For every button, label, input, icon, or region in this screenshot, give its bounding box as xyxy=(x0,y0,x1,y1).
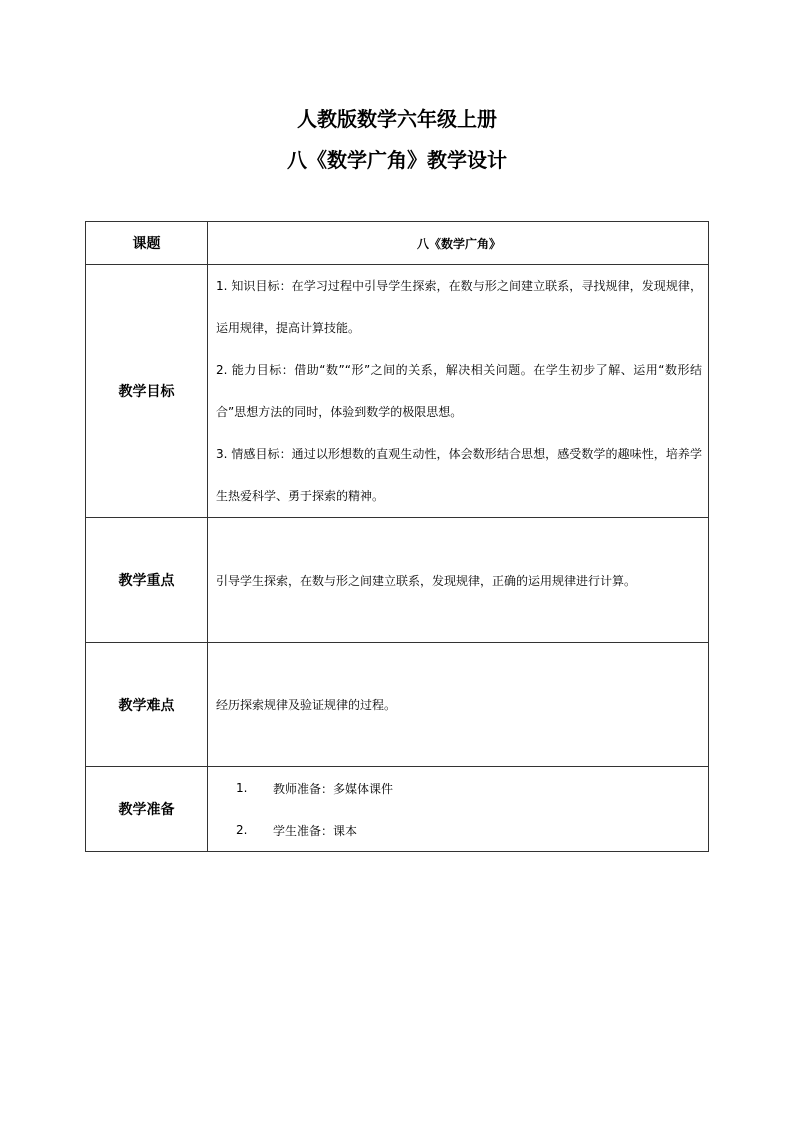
table-row-preparation xyxy=(86,767,709,852)
table-row-key-points xyxy=(86,518,709,643)
list-item xyxy=(216,767,702,809)
preparation-label: 教学准备 xyxy=(86,767,208,852)
list-item-text: 教师准备：多媒体课件 xyxy=(273,781,394,796)
table-row-difficulties xyxy=(86,643,709,767)
preparation-cell xyxy=(208,767,709,852)
topic-label: 课题 xyxy=(86,222,208,265)
list-item xyxy=(216,809,702,851)
goal-ability: 2. 能力目标：借助“数”“形”之间的关系，解决相关问题。在学生初步了解、运用“数形结合”思想方法的同时，体验到数学的极限思想。 xyxy=(216,363,702,419)
goals-label: 教学目标 xyxy=(86,265,208,518)
difficulties-value: 经历探索规律及验证规律的过程。 xyxy=(208,643,709,767)
key-points-label: 教学重点 xyxy=(86,518,208,643)
lesson-plan-table xyxy=(85,221,709,852)
document-title: 人教版数学六年级上册 xyxy=(297,107,497,131)
goal-knowledge: 1. 知识目标：在学习过程中引导学生探索，在数与形之间建立联系，寻找规律，发现规律，运用规律，提高计算技能。 xyxy=(216,279,702,335)
goals-cell xyxy=(208,265,709,518)
document-subtitle: 八《数学广角》教学设计 xyxy=(287,148,507,172)
list-item-number: 2. xyxy=(236,823,248,837)
difficulties-label: 教学难点 xyxy=(86,643,208,767)
list-item-number: 1. xyxy=(236,781,248,795)
table-row-goals xyxy=(86,265,709,518)
goal-emotion: 3. 情感目标：通过以形想数的直观生动性，体会数形结合思想，感受数学的趣味性，培养学生热爱科学、勇于探索的精神。 xyxy=(216,447,702,503)
topic-value: 八《数学广角》 xyxy=(208,222,709,265)
key-points-value: 引导学生探索，在数与形之间建立联系，发现规律，正确的运用规律进行计算。 xyxy=(208,518,709,643)
list-item-text: 学生准备：课本 xyxy=(273,823,358,838)
table-row-topic xyxy=(86,222,709,265)
